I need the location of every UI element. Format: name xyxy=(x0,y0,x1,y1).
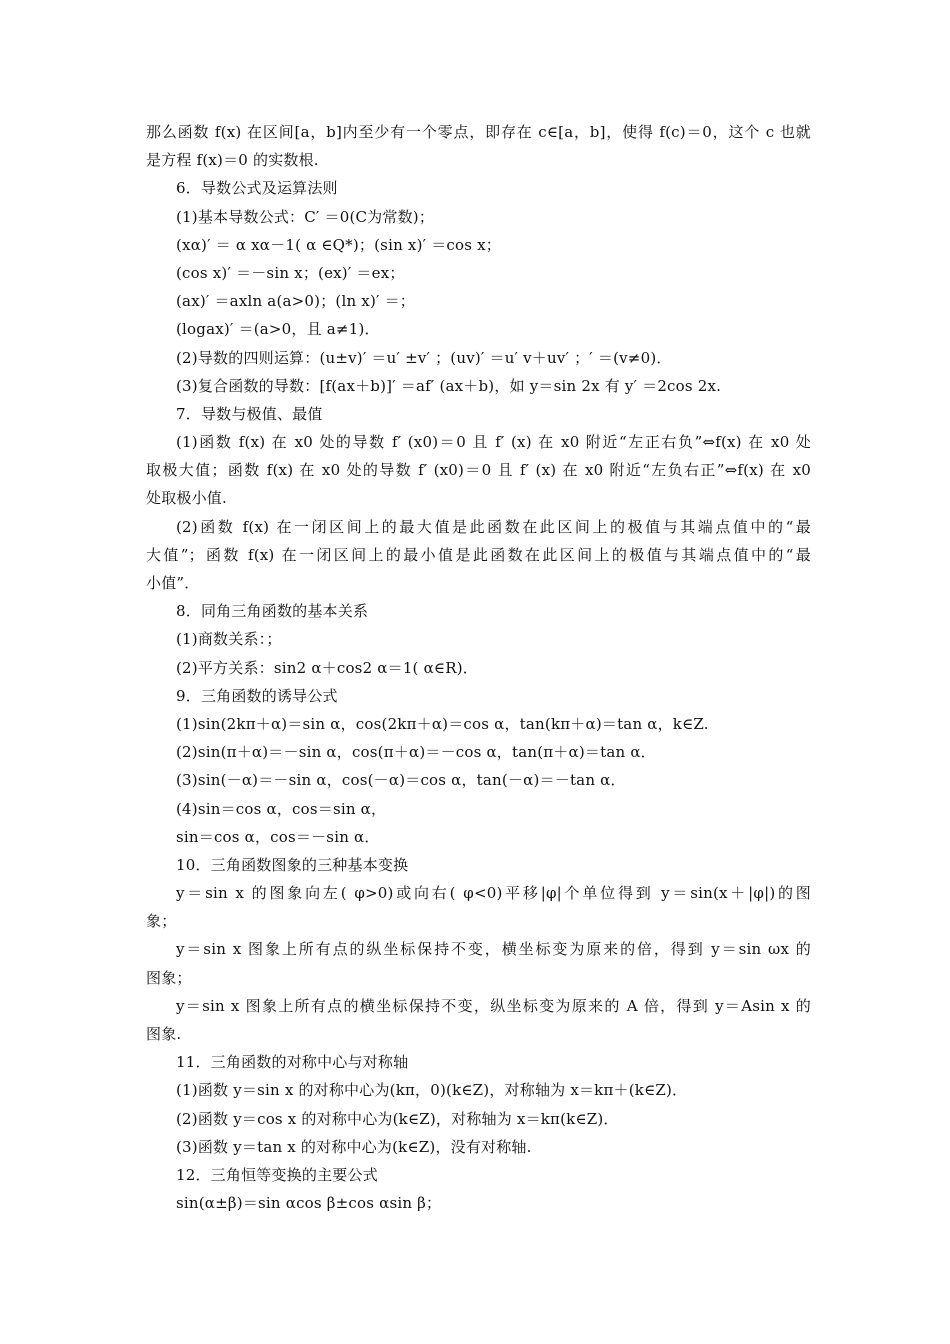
text-line: (4)sin＝cos α，cos＝sin α， xyxy=(176,799,387,818)
text-line: (3)复合函数的导数：[f(ax＋b)]′ ＝af′ (ax＋b)，如 y＝sin 2x 有 y′ ＝2cos 2x. xyxy=(176,376,722,395)
text-line: 8．同角三角函数的基本关系 xyxy=(176,602,369,621)
text-line: 图象； xyxy=(146,968,192,987)
text-line: (logax)′ ＝(a>0，且 a≠1)． xyxy=(176,320,380,339)
text-line: 12．三角恒等变换的主要公式 xyxy=(176,1165,378,1184)
text-line: 6．导数公式及运算法则 xyxy=(176,179,338,198)
text-line: (2)函数 f(x) 在一闭区间上的最大值是此函数在此区间上的极值与其端点值中的“最 xyxy=(176,517,811,536)
text-line: 那么函数 f(x) 在区间[a，b]内至少有一个零点，即存在 c∈[a，b]，使得 f(c)＝0，这个 c 也就 xyxy=(146,123,811,141)
text-line: (2)sin(π＋α)＝－sin α，cos(π＋α)＝－cos α，tan(π＋α)＝tan α． xyxy=(176,743,656,762)
text-line: 图象. xyxy=(146,1025,182,1043)
text-line: (2)导数的四则运算：(u±v)′ ＝u′ ±v′ ；(uv)′ ＝u′ v＋uv′ ；′ ＝(v≠0)． xyxy=(176,348,672,367)
text-line: 取极大值；函数 f(x) 在 x0 处的导数 f′ (x0)＝0 且 f′ (x) 在 x0 附近“左负右正”⇔f(x) 在 x0 xyxy=(146,461,811,480)
text-line: (1)函数 f(x) 在 x0 处的导数 f′ (x0)＝0 且 f′ (x) 在 x0 附近“左正右负”⇔f(x) 在 x0 处 xyxy=(176,433,811,452)
text-line: (3)sin(－α)＝－sin α，cos(－α)＝cos α，tan(－α)＝－tan α． xyxy=(176,771,626,790)
text-line: (ax)′ ＝axln a(a>0)；(ln x)′ ＝； xyxy=(176,292,415,311)
text-line: 大值”；函数 f(x) 在一闭区间上的最小值是此函数在此区间上的极值与其端点值中的“最 xyxy=(146,545,811,564)
text-line: 处取极小值. xyxy=(146,489,227,508)
text-line: 10．三角函数图象的三种基本变换 xyxy=(176,855,409,874)
text-line: 象； xyxy=(146,912,177,931)
text-line: 11．三角函数的对称中心与对称轴 xyxy=(176,1053,409,1072)
text-line: y＝sin x 的图象向左( φ>0)或向右( φ<0)平移|φ|个单位得到 y＝sin(x＋|φ|)的图 xyxy=(176,884,811,903)
text-line: (2)平方关系：sin2 α＋cos2 α＝1( α∈R)． xyxy=(176,658,478,677)
text-line: (3)函数 y＝tan x 的对称中心为(k∈Z)，没有对称轴. xyxy=(176,1137,532,1156)
text-line: 9．三角函数的诱导公式 xyxy=(176,686,338,705)
text-line: y＝sin x 图象上所有点的横坐标保持不变，纵坐标变为原来的 A 倍，得到 y＝Asin x 的 xyxy=(176,996,811,1015)
text-line: (cos x)′ ＝－sin x；(ex)′ ＝ex； xyxy=(176,263,405,282)
text-line: y＝sin x 图象上所有点的纵坐标保持不变，横坐标变为原来的倍，得到 y＝sin ωx 的 xyxy=(176,940,811,959)
text-line: (1)商数关系：； xyxy=(176,630,282,649)
text-line: sin(α±β)＝sin αcos β±cos αsin β； xyxy=(176,1194,442,1213)
text-line: (1)基本导数公式：C′ ＝0(C为常数)； xyxy=(176,207,435,226)
text-line: (1)sin(2kπ＋α)＝sin α，cos(2kπ＋α)＝cos α，tan(kπ＋α)＝tan α，k∈Z. xyxy=(176,714,709,733)
text-line: 是方程 f(x)＝0 的实数根. xyxy=(146,151,319,170)
text-line: (1)函数 y＝sin x 的对称中心为(kπ，0)(k∈Z)，对称轴为 x＝kπ＋(k∈Z)． xyxy=(176,1081,688,1100)
text-line: 小值”． xyxy=(146,574,200,592)
text-line: (xα)′ ＝ α xα－1( α ∈Q*)；(sin x)′ ＝cos x； xyxy=(176,235,501,254)
text-line: (2)函数 y＝cos x 的对称中心为(k∈Z)，对称轴为 x＝kπ(k∈Z)． xyxy=(176,1109,619,1128)
text-line: 7．导数与极值、最值 xyxy=(176,404,323,423)
document-body xyxy=(146,118,811,1217)
text-line: sin＝cos α，cos＝－sin α． xyxy=(176,827,380,846)
